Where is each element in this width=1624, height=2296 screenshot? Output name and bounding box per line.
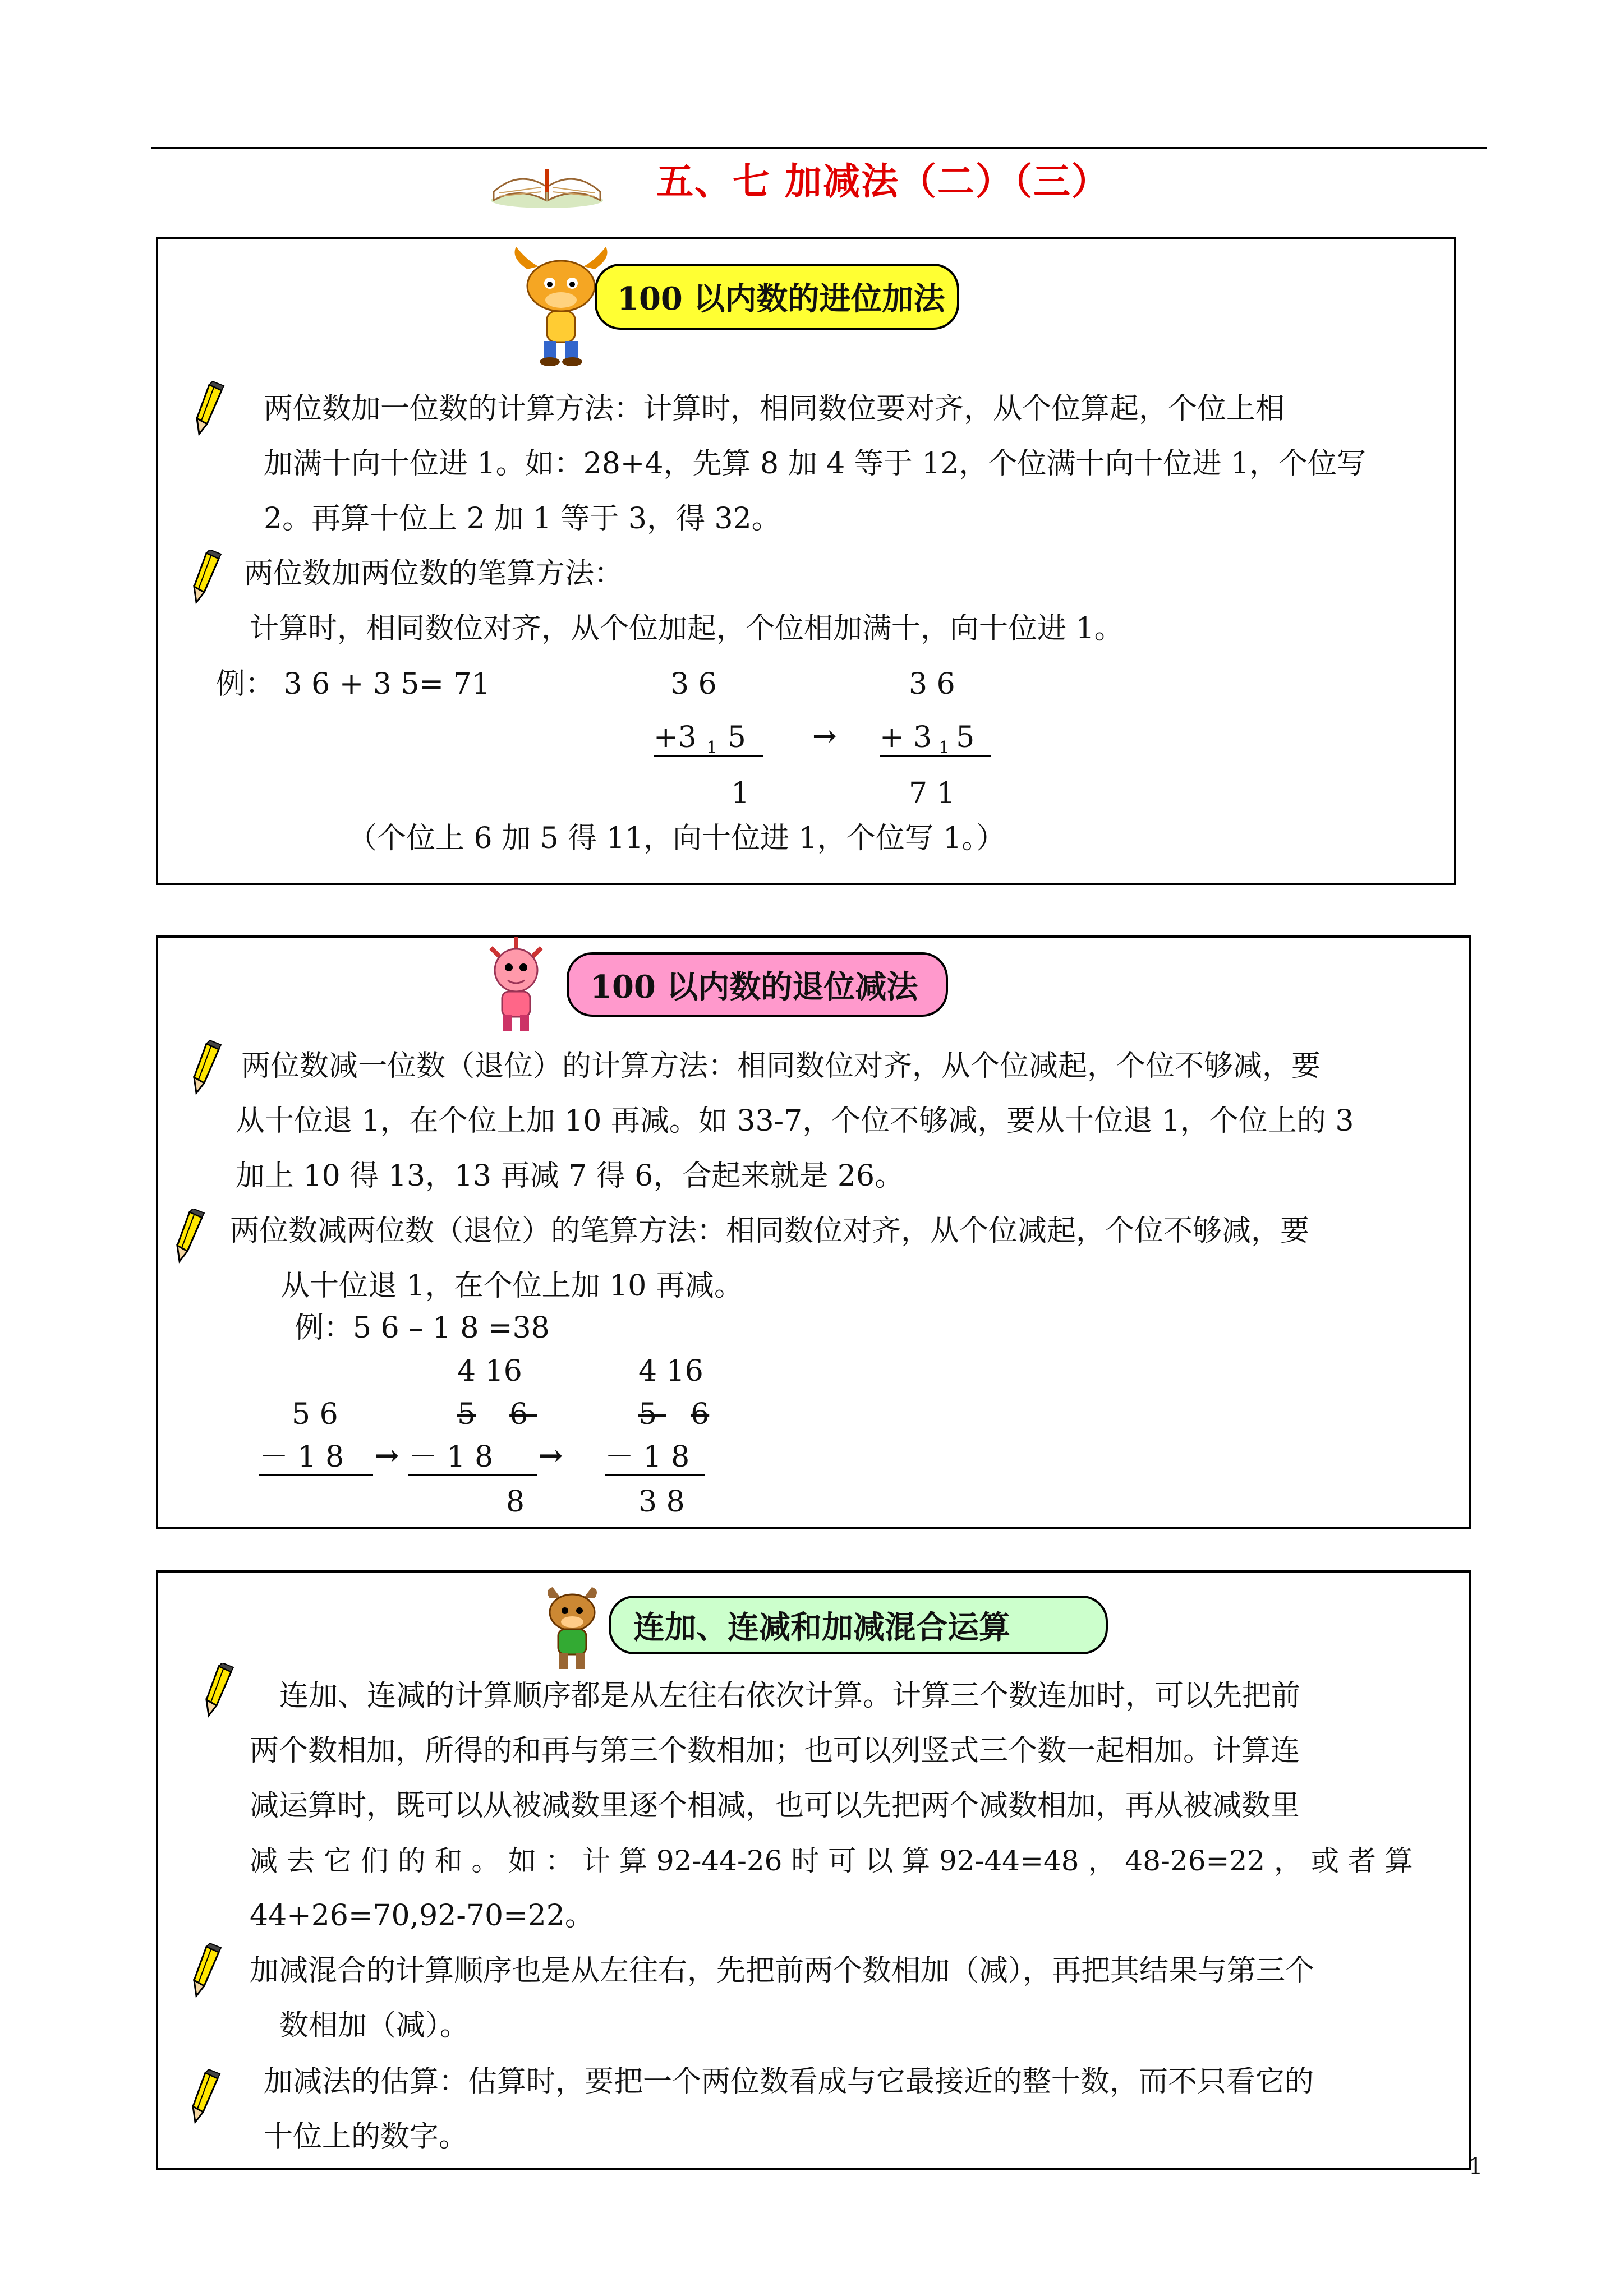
step1-top-number: 5 6 bbox=[292, 1398, 338, 1431]
section1-p2-body: 计算时，相同数位对齐，从个位加起，个位相加满十，向十位进 1。 bbox=[250, 612, 1124, 646]
section1-p1-line3: 2。再算十位上 2 加 1 等于 3，得 32。 bbox=[264, 502, 781, 536]
col2-addend-ones: 5 bbox=[956, 721, 975, 754]
section3-p1-line4: 减 去 它 们 的 和 。 如 ： 计 算 92-44-26 时 可 以 算 92-44=48 ， 48-26=22 ， 或 者 算 bbox=[250, 1845, 1413, 1877]
section3-p2-line1: 加减混合的计算顺序也是从左往右，先把前两个数相加（减），再把其结果与第三个 bbox=[250, 1954, 1315, 1988]
section3-p1-line5: 44+26=70,92-70=22。 bbox=[250, 1899, 594, 1933]
col2-result: 7 1 bbox=[909, 777, 955, 810]
right-arrow-icon: → bbox=[812, 719, 837, 753]
col2-top-number: 3 6 bbox=[909, 667, 955, 701]
step2-top-number bbox=[457, 1398, 537, 1431]
step2-tens-struck: 5 bbox=[457, 1398, 476, 1431]
section2-title: 100 以内数的退位减法 bbox=[590, 968, 918, 1006]
pencil-icon bbox=[191, 550, 224, 606]
col1-top-number: 3 6 bbox=[670, 667, 717, 701]
step3-result: 3 8 bbox=[638, 1485, 685, 1519]
section1-title-badge bbox=[595, 264, 959, 330]
col1-addend-row bbox=[654, 721, 763, 757]
header-rule bbox=[151, 147, 1487, 149]
col1-result: 1 bbox=[731, 777, 750, 810]
section3-p3-line1: 加减法的估算：估算时，要把一个两位数看成与它最接近的整十数，而不只看它的 bbox=[264, 2065, 1314, 2099]
open-book-icon bbox=[488, 147, 606, 214]
cow-mascot-icon bbox=[541, 1587, 603, 1671]
section1-example-label: 例： 3 6 + 3 5= 71 bbox=[216, 667, 490, 701]
section1-p1-line2: 加满十向十位进 1。如：28+4，先算 8 加 4 等于 12，个位满十向十位进 1，个位写 bbox=[264, 447, 1367, 481]
step3-tens-struck: 5 bbox=[638, 1398, 657, 1431]
step2-subtrahend: － 1 8 bbox=[408, 1440, 537, 1476]
section3-title-badge bbox=[609, 1596, 1108, 1654]
step3-borrow-marks: 4 16 bbox=[638, 1354, 703, 1388]
section1-note: （个位上 6 加 5 得 11，向十位进 1，个位写 1。） bbox=[348, 822, 1006, 855]
section2-p2-line1: 两位数减两位数（退位）的笔算方法：相同数位对齐，从个位减起，个位不够减，要 bbox=[230, 1214, 1310, 1248]
page-title: 五、七 加减法（二）（三） bbox=[656, 159, 1110, 203]
pencil-icon bbox=[194, 381, 227, 437]
col1-carry-mark: 1 bbox=[706, 738, 717, 758]
pencil-icon bbox=[203, 1663, 237, 1719]
section2-p2-line2: 从十位退 1，在个位上加 10 再减。 bbox=[280, 1269, 743, 1303]
pencil-icon bbox=[190, 2069, 223, 2126]
step2-result: 8 bbox=[506, 1485, 525, 1519]
step3-subtrahend: － 1 8 bbox=[605, 1440, 705, 1476]
section2-p1-line2: 从十位退 1，在个位上加 10 再减。如 33-7，个位不够减，要从十位退 1，个位上的 3 bbox=[236, 1104, 1354, 1138]
section3-p1-line2: 两个数相加，所得的和再与第三个数相加；也可以列竖式三个数一起相加。计算连 bbox=[250, 1734, 1300, 1768]
section2-example-label: 例：5 6 – 1 8 =38 bbox=[295, 1311, 550, 1345]
section2-p1-line1: 两位数减一位数（退位）的计算方法：相同数位对齐，从个位减起，个位不够减，要 bbox=[241, 1049, 1321, 1083]
section1-p1-line1: 两位数加一位数的计算方法：计算时，相同数位要对齐，从个位算起，个位上相 bbox=[264, 392, 1285, 426]
step3-top-number bbox=[638, 1398, 709, 1431]
pencil-icon bbox=[191, 1040, 224, 1096]
page-number: 1 bbox=[1469, 2154, 1483, 2179]
pencil-icon bbox=[191, 1943, 224, 1999]
step2-borrow-marks: 4 16 bbox=[457, 1354, 522, 1388]
right-arrow-icon: → bbox=[539, 1439, 563, 1473]
girl-mascot-icon bbox=[480, 937, 553, 1035]
section1-p2-heading: 两位数加两位数的笔算方法： bbox=[244, 557, 624, 591]
section3-p3-line2: 十位上的数字。 bbox=[264, 2120, 468, 2154]
step2-ones-struck: 6 bbox=[509, 1398, 528, 1431]
col2-carry-mark: 1 bbox=[938, 738, 950, 758]
pencil-icon bbox=[174, 1209, 208, 1265]
step1-subtrahend: － 1 8 bbox=[259, 1440, 373, 1476]
right-arrow-icon: → bbox=[375, 1439, 399, 1473]
col1-addend-ones: 5 bbox=[727, 721, 746, 754]
col1-addend-tens: +3 bbox=[654, 721, 697, 754]
col2-addend-tens: + 3 bbox=[880, 721, 932, 754]
section3-title: 连加、连减和加减混合运算 bbox=[633, 1608, 1010, 1646]
section3-p2-line2: 数相加（减）。 bbox=[279, 2009, 470, 2043]
section2-title-badge bbox=[567, 952, 948, 1017]
col2-addend-row bbox=[880, 721, 991, 757]
section1-title: 100 以内数的进位加法 bbox=[617, 280, 945, 317]
step3-ones-struck: 6 bbox=[691, 1398, 710, 1431]
section3-p1-line3: 减运算时，既可以从被减数里逐个相减，也可以先把两个减数相加，再从被减数里 bbox=[250, 1789, 1300, 1823]
section2-p1-line3: 加上 10 得 13，13 再减 7 得 6，合起来就是 26。 bbox=[236, 1159, 904, 1193]
section3-p1-line1: 连加、连减的计算顺序都是从左往右依次计算。计算三个数连加时，可以先把前 bbox=[279, 1679, 1301, 1713]
